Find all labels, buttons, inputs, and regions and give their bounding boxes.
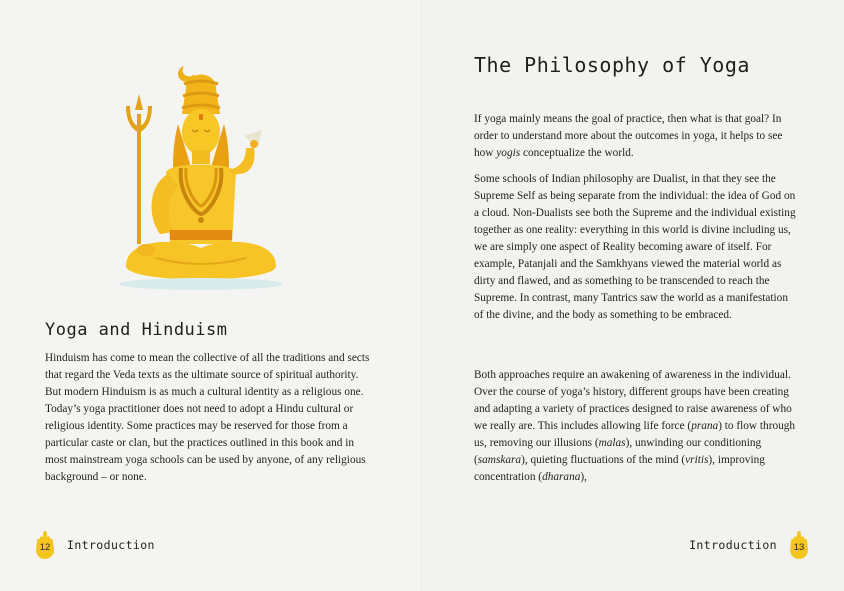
hamsa-hand-icon	[33, 530, 57, 560]
text-run: conceptualize the world.	[520, 147, 634, 159]
text-run: ), improving concentration (	[474, 454, 765, 483]
italic-term: prana	[691, 420, 719, 432]
left-body-paragraph	[45, 350, 370, 486]
right-paragraph-1	[474, 111, 799, 162]
text-run: ) to flow through us, removing our illusions (	[474, 420, 796, 449]
right-footer	[689, 530, 811, 560]
italic-term: dharana	[542, 471, 581, 483]
italic-term: vritis	[685, 454, 709, 466]
text-run: Both approaches require an awakening of awareness in the individual. Over the course of yoga’s history, different groups have been creating and adapting a variety of practices designed to raise awareness of who we really are. This includes allowing life force (	[474, 369, 792, 432]
text-run: ),	[580, 471, 587, 483]
page-number: 13	[793, 542, 805, 553]
footer-label: Introduction	[67, 538, 155, 552]
right-page	[422, 0, 844, 591]
hamsa-hand-icon	[787, 530, 811, 560]
page-number: 12	[39, 542, 51, 553]
italic-term: malas	[598, 437, 626, 449]
trident-icon	[126, 94, 152, 244]
page-title: The Philosophy of Yoga	[474, 53, 750, 77]
footer-label: Introduction	[689, 538, 777, 552]
text-run: ), unwinding our conditioning (	[474, 437, 762, 466]
right-paragraph-2	[474, 171, 799, 324]
text-run: If yoga mainly means the goal of practice, then what is that goal? In order to understand more about the outcomes in yoga, it helps to see how	[474, 113, 783, 159]
left-paragraph: Hinduism has come to mean the collective of all the traditions and sects that regard the Veda texts as the ultimate source of spiritual authority. But modern Hinduism is as much a cultural identity as a religious one. Today’s yoga practitioner does not need to adopt a Hindu cultural or religious identity. Some practices may be reserved for those from a particular caste or clan, but the practices outlined in this book and in most mainstream yoga schools can be used by anyone, of any religious background – or none.	[45, 352, 370, 483]
paragraph-text: Some schools of Indian philosophy are Dualist, in that they see the Supreme Self as being separate from the individual: the idea of God on a cloud. Non-Dualists see both the Supreme and the individual existing together as one reality: everything in this world is divine including us, we are simply one aspect of Reality becoming aware of itself. For example, Patanjali and the Samkhyans viewed the material world as dirty and flawed, and as something to be transcended to reach the Supreme. In contrast, many Tantrics saw the world as a manifestation of the divine, and the body as something to be embraced.	[474, 173, 796, 321]
right-paragraph-3	[474, 367, 799, 486]
left-footer	[33, 530, 155, 560]
shiva-meditating-illustration	[86, 44, 316, 294]
text-run: ), quieting fluctuations of the mind (	[521, 454, 686, 466]
section-heading: Yoga and Hinduism	[45, 320, 228, 340]
italic-term: yogis	[496, 147, 521, 159]
italic-term: samskara	[477, 454, 522, 466]
